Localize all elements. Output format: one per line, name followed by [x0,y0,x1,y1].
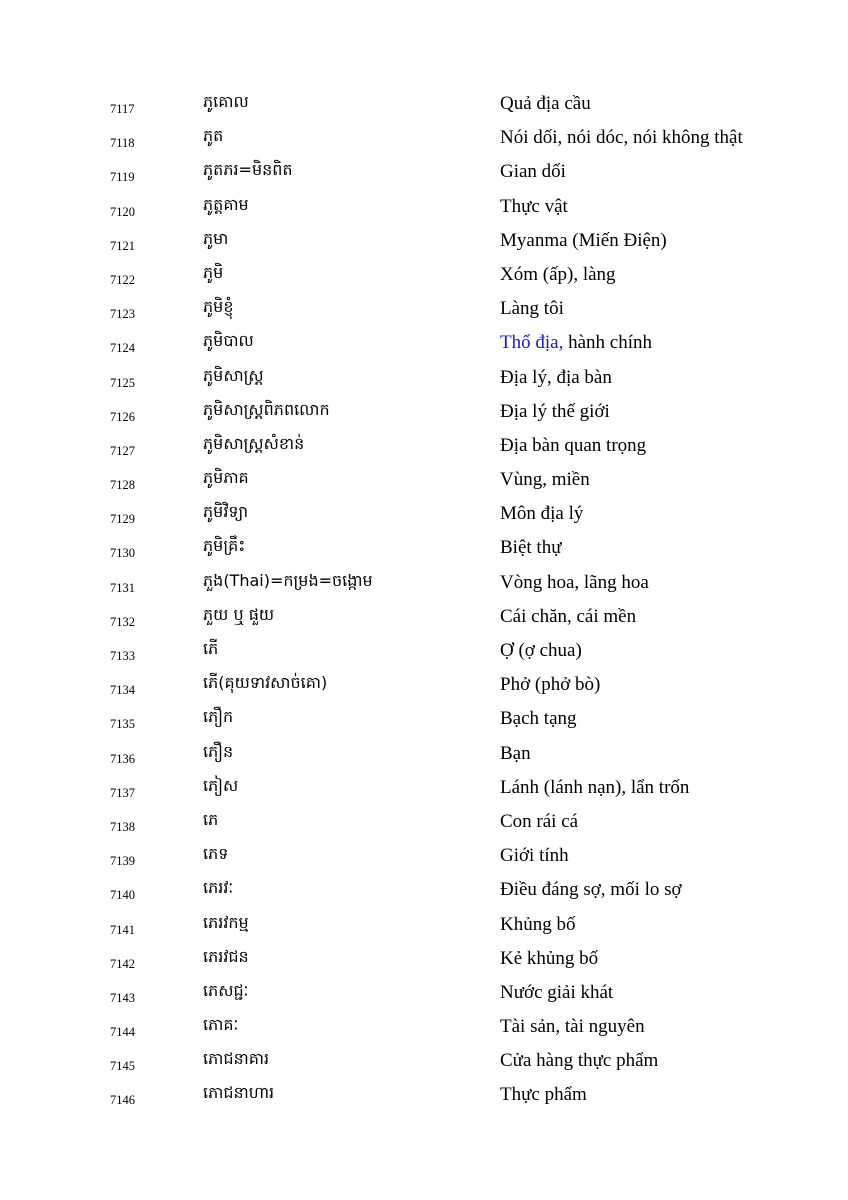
entry-number: 7143 [110,990,135,1005]
khmer-term: ភូមា [203,228,229,248]
vietnamese-definition: Địa lý, địa bàn [500,366,612,388]
khmer-term: ភេទ [203,844,229,864]
vietnamese-definition: Myanma (Miến Điện) [500,229,667,251]
vietnamese-definition: Gian dối [500,161,566,183]
entry-row [0,804,848,838]
khmer-term: ភួយ ឬ ផួយ [203,604,275,624]
entry-number: 7136 [110,751,135,766]
khmer-term: ភេរវកម្ម [203,912,249,932]
entry-number: 7118 [110,136,135,151]
vietnamese-definition: Điều đáng sợ, mối lo sợ [500,879,682,901]
vietnamese-definition: Quả địa cầu [500,93,591,114]
khmer-term: ភូមិ [203,262,224,282]
vietnamese-definition: Tài sản, tài nguyên [500,1016,645,1038]
entry-row [0,360,848,394]
vietnamese-definition: Địa bàn quan trọng [500,434,647,456]
entry-number: 7131 [110,580,135,595]
khmer-term: ភូមិគ្រឹះ [203,536,246,556]
entry-number: 7141 [110,922,135,937]
entry-row [0,770,848,804]
hyperlink-text[interactable]: Thổ địa, [500,332,564,354]
entry-row [0,154,848,188]
entry-row [0,975,848,1009]
khmer-term: ភេសជ្ជៈ [203,980,249,1000]
vietnamese-definition [500,332,652,354]
entry-number: 7129 [110,512,135,527]
entry-number: 7138 [110,819,135,834]
entry-row [0,736,848,770]
entry-number: 7135 [110,717,135,732]
vietnamese-definition: Thực vật [500,195,568,217]
entry-row [0,1043,848,1077]
entry-list [0,86,848,1112]
entry-row [0,223,848,257]
vietnamese-definition: Kẻ khủng bố [500,947,599,969]
entry-row [0,257,848,291]
entry-number: 7139 [110,854,135,869]
khmer-term: ភូមិសាស្ត្រសំខាន់ [203,433,305,453]
vietnamese-definition: Bạn [500,742,531,764]
khmer-term: ភេរវៈ [203,878,234,898]
khmer-term: ភៀស [203,775,239,795]
entry-number: 7128 [110,478,135,493]
entry-row [0,86,848,120]
entry-number: 7130 [110,546,135,561]
khmer-term: ភើ [203,639,219,658]
vietnamese-definition: Ợ (ợ chua) [500,640,582,661]
khmer-term: ភូគោល [203,92,249,111]
khmer-term: ភូតភរ=មិនពិត [203,160,293,180]
entry-row [0,838,848,872]
khmer-term: ភោជនាហារ [203,1083,275,1103]
vietnamese-definition: Địa lý thế giới [500,400,610,422]
entry-number: 7133 [110,649,135,663]
entry-number: 7142 [110,956,135,971]
entry-number: 7137 [110,785,135,800]
entry-number: 7140 [110,888,135,903]
vietnamese-definition: Phở (phở bò) [500,674,601,696]
khmer-term: ភូមិវិទ្យា [203,502,249,522]
entry-row [0,872,848,906]
entry-row [0,189,848,223]
entry-number: 7119 [110,170,135,185]
khmer-term: ភោជនាគារ [203,1049,270,1069]
entry-number: 7120 [110,204,135,219]
entry-number: 7121 [110,238,135,253]
entry-row [0,325,848,359]
khmer-term: ភូមិភាគ [203,468,249,488]
vietnamese-definition: Nước giải khát [500,981,614,1003]
definition-rest: hành chính [563,332,652,354]
vietnamese-definition: Làng tôi [500,298,564,320]
vietnamese-definition: Vùng, miền [500,469,590,491]
entry-number: 7125 [110,375,135,390]
khmer-term: ភឿន [203,741,234,761]
vietnamese-definition: Khủng bố [500,913,576,935]
vietnamese-definition: Vòng hoa, lãng hoa [500,571,649,593]
vietnamese-definition: Lánh (lánh nạn), lẩn trốn [500,776,690,798]
entry-row [0,667,848,701]
khmer-term: ភួង(Thai)=កម្រង=ចង្កោម [203,570,373,590]
vietnamese-definition: Bạch tạng [500,708,577,730]
vietnamese-definition: Biệt thự [500,537,562,559]
khmer-term: ភូមិខ្ញុំ [203,297,234,317]
khmer-term: ភោគៈ [203,1015,239,1035]
khmer-term: ភូមិបាល [203,331,254,351]
entry-row [0,633,848,667]
khmer-term: ភូត្តគាម [203,194,249,214]
entry-row [0,394,848,428]
entry-row [0,941,848,975]
entry-row [0,599,848,633]
entry-number: 7124 [110,341,135,356]
vietnamese-definition: Xóm (ấp), làng [500,263,616,285]
khmer-term: ភូមិសាស្ត្រ [203,365,264,385]
entry-row [0,907,848,941]
entry-row [0,565,848,599]
entry-row [0,428,848,462]
entry-row [0,462,848,496]
khmer-term: ភេ [203,809,219,829]
vietnamese-definition: Cái chăn, cái mền [500,605,637,627]
vietnamese-definition: Con rái cá [500,810,579,832]
entry-row [0,120,848,154]
vietnamese-definition: Thực phẩm [500,1084,587,1106]
entry-number: 7144 [110,1025,135,1040]
entry-row [0,291,848,325]
entry-row [0,701,848,735]
entry-number: 7123 [110,307,135,322]
entry-row [0,1009,848,1043]
khmer-term: ភូមិសាស្ត្រពិភពលោក [203,399,330,419]
entry-row [0,530,848,564]
entry-row [0,1077,848,1111]
entry-number: 7126 [110,409,135,424]
khmer-term: ភូត [203,126,224,146]
entry-row [0,496,848,530]
entry-number: 7122 [110,272,135,287]
khmer-term: ភឿក [203,707,234,727]
vietnamese-definition: Môn địa lý [500,503,584,525]
entry-number: 7127 [110,443,135,458]
entry-number: 7117 [110,102,135,116]
entry-number: 7132 [110,614,135,629]
vietnamese-definition: Giới tính [500,845,569,867]
khmer-term: ភេរវជន [203,946,249,966]
khmer-term: ភើ(គុយទាវសាច់គោ) [203,673,328,693]
entry-number: 7146 [110,1093,135,1108]
vietnamese-definition: Nói dối, nói dóc, nói không thật [500,127,743,149]
entry-number: 7145 [110,1059,135,1074]
entry-number: 7134 [110,683,135,698]
vietnamese-definition: Cửa hàng thực phẩm [500,1050,659,1072]
